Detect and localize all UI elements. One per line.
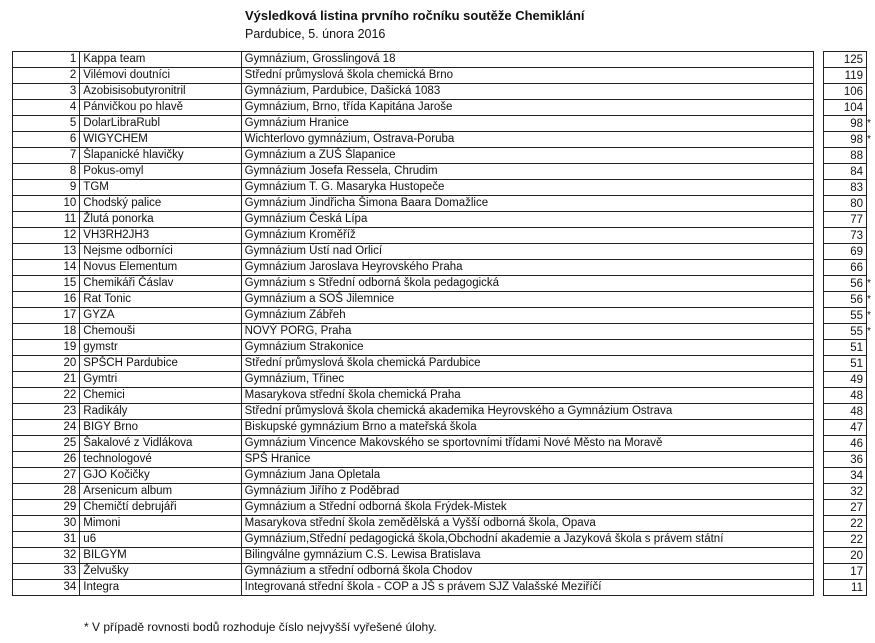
spacer-cell: [814, 500, 824, 516]
team-name-cell: Azobisisobutyronitril: [80, 84, 241, 100]
table-row: [13, 564, 875, 580]
tie-mark-cell: [867, 356, 875, 372]
school-name-cell: Gymnázium a Střední odborná škola Frýdek-Mistek: [241, 500, 814, 516]
spacer-cell: [814, 132, 824, 148]
score-cell: 49: [824, 372, 867, 388]
table-row: [13, 516, 875, 532]
page-subtitle: Pardubice, 5. února 2016: [245, 27, 386, 41]
rank-cell: 30: [13, 516, 80, 532]
school-name-cell: Gymnázium Josefa Ressela, Chrudim: [241, 164, 814, 180]
team-name-cell: Žlutá ponorka: [80, 212, 241, 228]
tie-mark-cell: [867, 148, 875, 164]
spacer-cell: [814, 116, 824, 132]
tie-mark-cell: [867, 180, 875, 196]
spacer-cell: [814, 420, 824, 436]
tie-mark-cell: [867, 164, 875, 180]
rank-cell: 2: [13, 68, 80, 84]
tie-mark-cell: [867, 244, 875, 260]
score-cell: 56: [824, 276, 867, 292]
team-name-cell: Gymtri: [80, 372, 241, 388]
table-row: [13, 356, 875, 372]
score-cell: 56: [824, 292, 867, 308]
team-name-cell: TGM: [80, 180, 241, 196]
rank-cell: 3: [13, 84, 80, 100]
score-cell: 83: [824, 180, 867, 196]
school-name-cell: Masarykova střední škola zemědělská a Vyšší odborná škola, Opava: [241, 516, 814, 532]
tie-mark-cell: [867, 452, 875, 468]
rank-cell: 14: [13, 260, 80, 276]
spacer-cell: [814, 228, 824, 244]
tie-mark-cell: [867, 468, 875, 484]
table-row: [13, 276, 875, 292]
tie-mark-cell: [867, 68, 875, 84]
tie-mark-cell: *: [867, 118, 871, 129]
team-name-cell: Chodský palice: [80, 196, 241, 212]
spacer-cell: [814, 308, 824, 324]
rank-cell: 4: [13, 100, 80, 116]
tie-mark-cell: [867, 548, 875, 564]
table-row: [13, 388, 875, 404]
school-name-cell: Gymnázium Zábřeh: [241, 308, 814, 324]
school-name-cell: Gymnázium, Grosslingová 18: [241, 52, 814, 68]
rank-cell: 24: [13, 420, 80, 436]
table-row: [13, 308, 875, 324]
tie-mark-cell: [867, 500, 875, 516]
team-name-cell: u6: [80, 532, 241, 548]
score-cell: 55: [824, 324, 867, 340]
rank-cell: 17: [13, 308, 80, 324]
score-cell: 22: [824, 532, 867, 548]
team-name-cell: BIGY Brno: [80, 420, 241, 436]
rank-cell: 13: [13, 244, 80, 260]
rank-cell: 15: [13, 276, 80, 292]
tie-mark-cell: [867, 260, 875, 276]
score-cell: 106: [824, 84, 867, 100]
tie-mark-cell: [867, 388, 875, 404]
score-cell: 77: [824, 212, 867, 228]
rank-cell: 25: [13, 436, 80, 452]
spacer-cell: [814, 180, 824, 196]
spacer-cell: [814, 324, 824, 340]
score-cell: 66: [824, 260, 867, 276]
table-row: [13, 244, 875, 260]
school-name-cell: Gymnázium, Třinec: [241, 372, 814, 388]
school-name-cell: Gymnázium Jindřicha Šimona Baara Domažlice: [241, 196, 814, 212]
team-name-cell: GJO Kočičky: [80, 468, 241, 484]
rank-cell: 16: [13, 292, 80, 308]
tie-mark-cell: [867, 340, 875, 356]
team-name-cell: Šlapanické hlavičky: [80, 148, 241, 164]
table-row: [13, 228, 875, 244]
table-row: [13, 116, 875, 132]
rank-cell: 33: [13, 564, 80, 580]
school-name-cell: Integrovaná střední škola - COP a JŠ s právem SJZ Valašské Meziříčí: [241, 580, 814, 596]
team-name-cell: Chemouši: [80, 324, 241, 340]
rank-cell: 26: [13, 452, 80, 468]
team-name-cell: SPŠCH Pardubice: [80, 356, 241, 372]
table-row: [13, 132, 875, 148]
team-name-cell: gymstr: [80, 340, 241, 356]
spacer-cell: [814, 484, 824, 500]
spacer-cell: [814, 84, 824, 100]
tie-mark-cell: [867, 580, 875, 596]
rank-cell: 22: [13, 388, 80, 404]
tie-mark-cell: *: [867, 310, 871, 321]
school-name-cell: Gymnázium T. G. Masaryka Hustopeče: [241, 180, 814, 196]
school-name-cell: Střední průmyslová škola chemická akademika Heyrovského a Gymnázium Ostrava: [241, 404, 814, 420]
school-name-cell: Gymnázium Jaroslava Heyrovského Praha: [241, 260, 814, 276]
spacer-cell: [814, 436, 824, 452]
team-name-cell: Pokus-omyl: [80, 164, 241, 180]
table-row: [13, 84, 875, 100]
rank-cell: 34: [13, 580, 80, 596]
spacer-cell: [814, 244, 824, 260]
school-name-cell: Střední průmyslová škola chemická Pardubice: [241, 356, 814, 372]
table-row: [13, 260, 875, 276]
rank-cell: 12: [13, 228, 80, 244]
table-row: [13, 484, 875, 500]
results-table-body: [13, 52, 875, 596]
spacer-cell: [814, 100, 824, 116]
results-table: [12, 51, 875, 596]
school-name-cell: Gymnázium,Střední pedagogická škola,Obchodní akademie a Jazyková škola s právem státní: [241, 532, 814, 548]
team-name-cell: GYZA: [80, 308, 241, 324]
spacer-cell: [814, 580, 824, 596]
score-cell: 98: [824, 132, 867, 148]
spacer-cell: [814, 292, 824, 308]
table-row: [13, 292, 875, 308]
school-name-cell: Wichterlovo gymnázium, Ostrava-Poruba: [241, 132, 814, 148]
tie-mark-cell: *: [867, 294, 871, 305]
spacer-cell: [814, 276, 824, 292]
spacer-cell: [814, 564, 824, 580]
spacer-cell: [814, 404, 824, 420]
team-name-cell: Kappa team: [80, 52, 241, 68]
school-name-cell: Gymnázium Hranice: [241, 116, 814, 132]
school-name-cell: Bilingválne gymnázium C.S. Lewisa Bratislava: [241, 548, 814, 564]
rank-cell: 18: [13, 324, 80, 340]
spacer-cell: [814, 516, 824, 532]
score-cell: 11: [824, 580, 867, 596]
tie-mark-cell: [867, 84, 875, 100]
tie-mark-cell: [867, 52, 875, 68]
school-name-cell: Gymnázium a ZUŠ Šlapanice: [241, 148, 814, 164]
score-cell: 84: [824, 164, 867, 180]
score-cell: 20: [824, 548, 867, 564]
team-name-cell: Šakalové z Vidlákova: [80, 436, 241, 452]
footnote: * V případě rovnosti bodů rozhoduje číslo nejvyšší vyřešené úlohy.: [84, 620, 437, 634]
team-name-cell: Mimoni: [80, 516, 241, 532]
spacer-cell: [814, 548, 824, 564]
score-cell: 46: [824, 436, 867, 452]
tie-mark-cell: [867, 212, 875, 228]
team-name-cell: VH3RH2JH3: [80, 228, 241, 244]
school-name-cell: Gymnázium, Brno, třída Kapitána Jaroše: [241, 100, 814, 116]
rank-cell: 6: [13, 132, 80, 148]
score-cell: 104: [824, 100, 867, 116]
school-name-cell: Gymnázium, Pardubice, Dašická 1083: [241, 84, 814, 100]
tie-mark-cell: [867, 532, 875, 548]
team-name-cell: Želvušky: [80, 564, 241, 580]
spacer-cell: [814, 148, 824, 164]
rank-cell: 29: [13, 500, 80, 516]
rank-cell: 10: [13, 196, 80, 212]
rank-cell: 27: [13, 468, 80, 484]
tie-mark-cell: [867, 516, 875, 532]
team-name-cell: Novus Elementum: [80, 260, 241, 276]
rank-cell: 21: [13, 372, 80, 388]
school-name-cell: Gymnázium Jiřího z Poděbrad: [241, 484, 814, 500]
score-cell: 47: [824, 420, 867, 436]
school-name-cell: Gymnázium Vincence Makovského se sportovními třídami Nové Město na Moravě: [241, 436, 814, 452]
rank-cell: 28: [13, 484, 80, 500]
table-row: [13, 52, 875, 68]
spacer-cell: [814, 68, 824, 84]
school-name-cell: Gymnázium Strakonice: [241, 340, 814, 356]
school-name-cell: Gymnázium a SOŠ Jilemnice: [241, 292, 814, 308]
score-cell: 34: [824, 468, 867, 484]
score-cell: 27: [824, 500, 867, 516]
table-row: [13, 420, 875, 436]
team-name-cell: technologové: [80, 452, 241, 468]
team-name-cell: Nejsme odborníci: [80, 244, 241, 260]
rank-cell: 32: [13, 548, 80, 564]
school-name-cell: Biskupské gymnázium Brno a mateřská škola: [241, 420, 814, 436]
tie-mark-cell: *: [867, 326, 871, 337]
score-cell: 88: [824, 148, 867, 164]
team-name-cell: WIGYCHEM: [80, 132, 241, 148]
score-cell: 55: [824, 308, 867, 324]
score-cell: 51: [824, 340, 867, 356]
spacer-cell: [814, 372, 824, 388]
team-name-cell: Chemici: [80, 388, 241, 404]
table-row: [13, 68, 875, 84]
school-name-cell: Gymnázium Jana Opletala: [241, 468, 814, 484]
table-row: [13, 548, 875, 564]
school-name-cell: Střední průmyslová škola chemická Brno: [241, 68, 814, 84]
table-row: [13, 468, 875, 484]
school-name-cell: Gymnázium a střední odborná škola Chodov: [241, 564, 814, 580]
tie-mark-cell: [867, 564, 875, 580]
spacer-cell: [814, 468, 824, 484]
team-name-cell: Pánvičkou po hlavě: [80, 100, 241, 116]
team-name-cell: Vilémovi doutníci: [80, 68, 241, 84]
table-row: [13, 580, 875, 596]
rank-cell: 9: [13, 180, 80, 196]
tie-mark-cell: [867, 404, 875, 420]
spacer-cell: [814, 356, 824, 372]
table-row: [13, 196, 875, 212]
score-cell: 69: [824, 244, 867, 260]
school-name-cell: Gymnázium s Střední odborná škola pedagogická: [241, 276, 814, 292]
spacer-cell: [814, 340, 824, 356]
spacer-cell: [814, 164, 824, 180]
score-cell: 17: [824, 564, 867, 580]
rank-cell: 23: [13, 404, 80, 420]
school-name-cell: Masarykova střední škola chemická Praha: [241, 388, 814, 404]
table-row: [13, 500, 875, 516]
score-cell: 48: [824, 404, 867, 420]
score-cell: 80: [824, 196, 867, 212]
team-name-cell: Radikály: [80, 404, 241, 420]
spacer-cell: [814, 532, 824, 548]
score-cell: 22: [824, 516, 867, 532]
rank-cell: 7: [13, 148, 80, 164]
table-row: [13, 148, 875, 164]
table-row: [13, 532, 875, 548]
table-row: [13, 452, 875, 468]
tie-mark-cell: [867, 196, 875, 212]
team-name-cell: BILGYM: [80, 548, 241, 564]
score-cell: 36: [824, 452, 867, 468]
table-row: [13, 372, 875, 388]
tie-mark-cell: [867, 436, 875, 452]
page-title: Výsledková listina prvního ročníku soutěže Chemiklání: [245, 8, 585, 23]
table-row: [13, 212, 875, 228]
spacer-cell: [814, 388, 824, 404]
tie-mark-cell: [867, 100, 875, 116]
table-row: [13, 404, 875, 420]
spacer-cell: [814, 52, 824, 68]
spacer-cell: [814, 212, 824, 228]
score-cell: 119: [824, 68, 867, 84]
rank-cell: 8: [13, 164, 80, 180]
score-cell: 98: [824, 116, 867, 132]
table-row: [13, 324, 875, 340]
spacer-cell: [814, 260, 824, 276]
table-row: [13, 340, 875, 356]
team-name-cell: Chemikáři Čáslav: [80, 276, 241, 292]
table-row: [13, 180, 875, 196]
tie-mark-cell: [867, 372, 875, 388]
spacer-cell: [814, 196, 824, 212]
team-name-cell: Chemičtí debrujáři: [80, 500, 241, 516]
rank-cell: 11: [13, 212, 80, 228]
school-name-cell: Gymnázium Kroměříž: [241, 228, 814, 244]
score-cell: 73: [824, 228, 867, 244]
tie-mark-cell: [867, 228, 875, 244]
team-name-cell: DolarLibraRubl: [80, 116, 241, 132]
school-name-cell: Gymnázium Česká Lípa: [241, 212, 814, 228]
score-cell: 125: [824, 52, 867, 68]
tie-mark-cell: [867, 420, 875, 436]
tie-mark-cell: *: [867, 278, 871, 289]
table-row: [13, 100, 875, 116]
rank-cell: 19: [13, 340, 80, 356]
table-row: [13, 436, 875, 452]
tie-mark-cell: [867, 484, 875, 500]
school-name-cell: SPŠ Hranice: [241, 452, 814, 468]
tie-mark-cell: *: [867, 134, 871, 145]
table-row: [13, 164, 875, 180]
score-cell: 32: [824, 484, 867, 500]
school-name-cell: Gymnázium Ústí nad Orlicí: [241, 244, 814, 260]
score-cell: 48: [824, 388, 867, 404]
rank-cell: 31: [13, 532, 80, 548]
spacer-cell: [814, 452, 824, 468]
rank-cell: 20: [13, 356, 80, 372]
school-name-cell: NOVÝ PORG, Praha: [241, 324, 814, 340]
team-name-cell: Integra: [80, 580, 241, 596]
team-name-cell: Arsenicum album: [80, 484, 241, 500]
score-cell: 51: [824, 356, 867, 372]
rank-cell: 1: [13, 52, 80, 68]
rank-cell: 5: [13, 116, 80, 132]
team-name-cell: Rat Tonic: [80, 292, 241, 308]
